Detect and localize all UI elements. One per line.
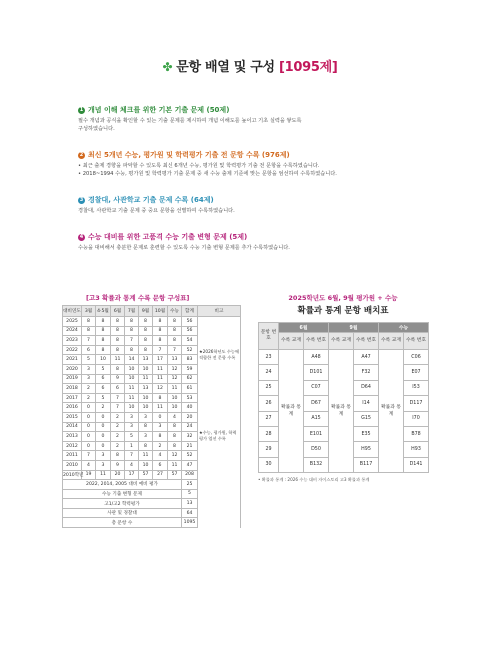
year-cell: 2025 — [63, 317, 82, 327]
count-cell: 8 — [82, 326, 96, 336]
clover-icon: ✤ — [162, 60, 173, 74]
problem-number: E35 — [354, 426, 379, 441]
count-cell: 0 — [82, 422, 96, 432]
count-cell: 0 — [82, 432, 96, 442]
title-count: [1095제] — [278, 60, 338, 75]
count-cell: 8 — [125, 317, 139, 327]
book-cell: 확률과 통계 — [279, 350, 304, 473]
right-table-footnote: • 확률과 통계 : 2026 수능 대비 자이스토리 고3 확률과 통계 — [258, 477, 370, 482]
placement-table — [258, 322, 429, 473]
count-cell: 4 — [82, 460, 96, 470]
problem-number: I14 — [354, 396, 379, 411]
problem-number: I70 — [404, 411, 429, 426]
count-cell: 2 — [82, 384, 96, 394]
section-4 — [78, 232, 428, 252]
count-cell: 10 — [168, 393, 182, 403]
section-2 — [78, 150, 428, 178]
count-cell: 40 — [182, 403, 198, 413]
count-cell: 13 — [139, 355, 153, 365]
count-cell: 8 — [139, 317, 153, 327]
count-cell: 5 — [96, 364, 111, 374]
count-cell: 8 — [153, 317, 168, 327]
count-cell: 53 — [182, 393, 198, 403]
count-cell: 57 — [139, 470, 153, 480]
question-number: 30 — [259, 457, 279, 472]
count-cell: 5 — [82, 355, 96, 365]
count-cell: 7 — [125, 451, 139, 461]
note-cell: ★수능, 평가원, 학력평가 엄선 수록 — [198, 393, 241, 479]
header-question-number: 문항 번호 — [259, 323, 279, 350]
group-june: 6월 — [279, 323, 329, 333]
year-cell: 2019 — [63, 374, 82, 384]
count-cell: 3 — [125, 422, 139, 432]
count-cell: 11 — [153, 364, 168, 374]
book-cell: 확률과 통계 — [379, 350, 404, 473]
blank-cell — [198, 480, 241, 490]
question-number: 26 — [259, 396, 279, 411]
count-cell: 11 — [139, 451, 153, 461]
count-cell: 47 — [182, 460, 198, 470]
section-text: 구성하였습니다. — [78, 126, 115, 132]
count-cell: 52 — [182, 451, 198, 461]
count-cell: 2 — [111, 432, 125, 442]
section-text: • 최근 출제 경향을 파악할 수 있도록 최신 6개년 수능, 평가원 및 학력평가 기출 전 문항을 수록하였습니다. — [78, 163, 320, 169]
problem-number: A15 — [304, 411, 329, 426]
summary-label: 수능 기출 변형 문제 — [63, 489, 182, 499]
count-cell: 0 — [96, 432, 111, 442]
count-cell: 19 — [82, 470, 96, 480]
section-heading: 수능 대비를 위한 고품격 수능 기출 변형 문제 (5제) — [88, 233, 248, 241]
count-cell: 24 — [182, 422, 198, 432]
count-cell: 21 — [182, 441, 198, 451]
count-cell: 6 — [153, 460, 168, 470]
header-cell: 비고 — [198, 306, 241, 317]
count-cell: 3 — [139, 432, 153, 442]
count-cell: 62 — [182, 374, 198, 384]
group-csat: 수능 — [379, 323, 429, 333]
section-1 — [78, 105, 428, 133]
year-cell: 2023 — [63, 336, 82, 346]
count-cell: 8 — [111, 326, 125, 336]
problem-number: D50 — [304, 442, 329, 457]
count-cell: 8 — [168, 441, 182, 451]
count-cell: 9 — [111, 460, 125, 470]
count-cell: 8 — [125, 326, 139, 336]
count-cell: 7 — [82, 336, 96, 346]
problem-number: G15 — [354, 411, 379, 426]
count-cell: 83 — [182, 355, 198, 365]
count-cell: 8 — [139, 345, 153, 355]
table-row — [259, 350, 429, 365]
count-cell: 8 — [139, 422, 153, 432]
count-cell: 11 — [111, 355, 125, 365]
count-cell: 7 — [111, 403, 125, 413]
count-cell: 8 — [153, 393, 168, 403]
count-cell: 14 — [125, 355, 139, 365]
question-number: 23 — [259, 350, 279, 365]
count-cell: 1 — [125, 441, 139, 451]
count-cell: 8 — [96, 317, 111, 327]
count-cell: 13 — [168, 355, 182, 365]
count-cell: 7 — [153, 345, 168, 355]
count-cell: 8 — [153, 432, 168, 442]
summary-row — [63, 489, 241, 499]
count-cell: 10 — [125, 403, 139, 413]
count-cell: 8 — [111, 336, 125, 346]
blank-cell — [198, 518, 241, 528]
count-cell: 54 — [182, 336, 198, 346]
count-cell: 10 — [139, 393, 153, 403]
composition-table — [62, 305, 241, 528]
summary-row — [63, 508, 241, 518]
header-cell: 대비연도 — [63, 306, 82, 317]
count-cell: 8 — [96, 345, 111, 355]
problem-number: D101 — [304, 365, 329, 380]
count-cell: 32 — [182, 432, 198, 442]
count-cell: 3 — [139, 412, 153, 422]
number-badge: 2 — [79, 152, 84, 158]
left-table-title: [고3 확률과 통계 수록 문항 구성표] — [86, 294, 190, 302]
count-cell: 8 — [139, 336, 153, 346]
count-cell: 3 — [125, 412, 139, 422]
page-title — [0, 56, 500, 75]
header-cell: 수능 — [168, 306, 182, 317]
question-number: 24 — [259, 365, 279, 380]
count-cell: 27 — [153, 470, 168, 480]
year-cell: 2020 — [63, 364, 82, 374]
count-cell: 2 — [82, 393, 96, 403]
problem-number: B132 — [304, 457, 329, 472]
count-cell: 3 — [82, 374, 96, 384]
header-cell: 7월 — [125, 306, 139, 317]
table-row — [63, 317, 241, 327]
count-cell: 11 — [168, 460, 182, 470]
count-cell: 10 — [139, 403, 153, 413]
summary-row — [63, 480, 241, 490]
count-cell: 12 — [168, 364, 182, 374]
summary-row — [63, 518, 241, 528]
problem-number: I53 — [404, 380, 429, 395]
count-cell: 11 — [153, 403, 168, 413]
problem-number: H93 — [404, 442, 429, 457]
question-number: 25 — [259, 380, 279, 395]
count-cell: 2 — [96, 403, 111, 413]
count-cell: 0 — [96, 441, 111, 451]
problem-number: D67 — [304, 396, 329, 411]
group-september: 9월 — [329, 323, 379, 333]
problem-number: F32 — [354, 365, 379, 380]
count-cell: 0 — [82, 403, 96, 413]
count-cell: 8 — [139, 441, 153, 451]
count-cell: 12 — [168, 374, 182, 384]
count-cell: 56 — [182, 317, 198, 327]
summary-label: 총 문항 수 — [63, 518, 182, 528]
section-heading: 최신 5개년 수능, 평가원 및 학력평가 기출 전 문항 수록 (976제) — [88, 151, 290, 159]
count-cell: 6 — [96, 374, 111, 384]
count-cell: 6 — [96, 384, 111, 394]
section-text: 경찰대, 사관학교 기출 문제 중 중요 문항을 선별하여 수록하였습니다. — [78, 208, 235, 214]
summary-value: 5 — [182, 489, 198, 499]
count-cell: 13 — [139, 384, 153, 394]
year-cell: 2012 — [63, 441, 82, 451]
count-cell: 7 — [82, 451, 96, 461]
summary-row — [63, 499, 241, 509]
problem-number: A47 — [354, 350, 379, 365]
count-cell: 4 — [125, 460, 139, 470]
count-cell: 3 — [82, 364, 96, 374]
problem-number: B117 — [354, 457, 379, 472]
section-text: 수능을 대비해서 충분한 문제로 훈련할 수 있도록 수능 기출 변형 문제를 추가 수록하였습니다. — [78, 245, 290, 251]
count-cell: 10 — [139, 460, 153, 470]
summary-label: 사관 및 경찰대 — [63, 508, 182, 518]
year-cell: 2010학년 — [63, 470, 82, 480]
sub-header: 수록 교재 — [279, 333, 304, 350]
count-cell: 8 — [111, 364, 125, 374]
sub-header: 수록 번호 — [354, 333, 379, 350]
count-cell: 6 — [111, 384, 125, 394]
count-cell: 3 — [153, 422, 168, 432]
summary-value: 25 — [182, 480, 198, 490]
count-cell: 2 — [111, 422, 125, 432]
count-cell: 61 — [182, 384, 198, 394]
count-cell: 10 — [96, 355, 111, 365]
header-cell: 10월 — [153, 306, 168, 317]
header-cell: 9월 — [139, 306, 153, 317]
count-cell: 17 — [153, 355, 168, 365]
book-cell: 확률과 통계 — [329, 350, 354, 473]
count-cell: 17 — [125, 470, 139, 480]
sub-header: 수록 번호 — [304, 333, 329, 350]
blank-cell — [198, 508, 241, 518]
blank-cell — [198, 499, 241, 509]
count-cell: 12 — [168, 451, 182, 461]
number-badge: 4 — [79, 234, 84, 240]
count-cell: 56 — [182, 326, 198, 336]
summary-value: 13 — [182, 499, 198, 509]
count-cell: 20 — [111, 470, 125, 480]
year-cell: 2016 — [63, 403, 82, 413]
count-cell: 11 — [96, 470, 111, 480]
count-cell: 2 — [111, 441, 125, 451]
count-cell: 11 — [125, 393, 139, 403]
count-cell: 8 — [111, 345, 125, 355]
summary-label: 2022, 2014, 2005 대비 예비 평가 — [63, 480, 182, 490]
count-cell: 8 — [153, 326, 168, 336]
table-header-row — [63, 306, 241, 317]
blank-cell — [198, 489, 241, 499]
count-cell: 4 — [153, 451, 168, 461]
section-text: • 2018~1994 수능, 평가원 및 학력평가 기출 문제 중 새 수능 출제 기준에 맞는 문항을 엄선하여 수록하였습니다. — [78, 171, 337, 177]
year-cell: 2018 — [63, 384, 82, 394]
count-cell: 0 — [153, 412, 168, 422]
count-cell: 8 — [168, 326, 182, 336]
problem-number: E07 — [404, 365, 429, 380]
year-cell: 2024 — [63, 326, 82, 336]
section-heading: 경찰대, 사관학교 기출 문제 수록 (64제) — [88, 196, 214, 204]
count-cell: 57 — [168, 470, 182, 480]
problem-number: C07 — [304, 380, 329, 395]
sub-header: 수록 교재 — [379, 333, 404, 350]
count-cell: 8 — [96, 326, 111, 336]
count-cell: 8 — [139, 326, 153, 336]
count-cell: 0 — [96, 412, 111, 422]
year-cell: 2013 — [63, 432, 82, 442]
count-cell: 3 — [96, 460, 111, 470]
section-3 — [78, 195, 428, 215]
year-cell: 2021 — [63, 355, 82, 365]
header-cell: 4·5월 — [96, 306, 111, 317]
count-cell: 208 — [182, 470, 198, 480]
count-cell: 5 — [125, 432, 139, 442]
count-cell: 11 — [168, 384, 182, 394]
count-cell: 0 — [96, 422, 111, 432]
count-cell: 2 — [153, 441, 168, 451]
note-cell: ★2026학년도 수능에 적합한 전 문항 수록 — [198, 317, 241, 394]
right-table-title: 확률과 통계 문항 배치표 — [297, 306, 389, 316]
count-cell: 0 — [82, 441, 96, 451]
count-cell: 2 — [111, 412, 125, 422]
count-cell: 8 — [168, 422, 182, 432]
title-main: 문항 배열 및 구성 — [176, 60, 275, 75]
count-cell: 11 — [125, 384, 139, 394]
count-cell: 8 — [82, 317, 96, 327]
count-cell: 8 — [153, 336, 168, 346]
sub-header: 수록 교재 — [329, 333, 354, 350]
problem-number: C06 — [404, 350, 429, 365]
count-cell: 10 — [125, 374, 139, 384]
year-cell: 2014 — [63, 422, 82, 432]
summary-value: 64 — [182, 508, 198, 518]
count-cell: 9 — [111, 374, 125, 384]
count-cell: 8 — [96, 336, 111, 346]
year-cell: 2015 — [63, 412, 82, 422]
year-cell: 2022 — [63, 345, 82, 355]
problem-number: D141 — [404, 457, 429, 472]
problem-number: D117 — [404, 396, 429, 411]
header-cell: 6월 — [111, 306, 125, 317]
count-cell: 8 — [111, 451, 125, 461]
section-text: 필수 개념과 공식을 확인할 수 있는 기출 문제를 제시하여 개념 이해도를 높이고 기초 실력을 쌓도록 — [78, 118, 302, 124]
problem-number: E101 — [304, 426, 329, 441]
count-cell: 10 — [168, 403, 182, 413]
count-cell: 11 — [139, 374, 153, 384]
count-cell: 7 — [111, 393, 125, 403]
question-number: 28 — [259, 426, 279, 441]
year-cell: 2010 — [63, 460, 82, 470]
question-number: 27 — [259, 411, 279, 426]
count-cell: 8 — [111, 317, 125, 327]
count-cell: 8 — [125, 345, 139, 355]
count-cell: 8 — [168, 336, 182, 346]
problem-number: H95 — [354, 442, 379, 457]
count-cell: 52 — [182, 345, 198, 355]
count-cell: 7 — [125, 336, 139, 346]
section-heading: 개념 이해 체크를 위한 기본 기출 문제 (50제) — [88, 106, 230, 114]
problem-number: B78 — [404, 426, 429, 441]
count-cell: 7 — [168, 345, 182, 355]
count-cell: 4 — [168, 412, 182, 422]
table-row — [63, 393, 241, 403]
summary-label: 고1/고2 학력평가 — [63, 499, 182, 509]
count-cell: 6 — [82, 345, 96, 355]
header-cell: 3월 — [82, 306, 96, 317]
count-cell: 20 — [182, 412, 198, 422]
count-cell: 10 — [139, 364, 153, 374]
year-cell: 2017 — [63, 393, 82, 403]
count-cell: 59 — [182, 364, 198, 374]
question-number: 29 — [259, 442, 279, 457]
count-cell: 0 — [82, 412, 96, 422]
count-cell: 12 — [153, 384, 168, 394]
count-cell: 3 — [96, 451, 111, 461]
count-cell: 8 — [168, 317, 182, 327]
problem-number: D64 — [354, 380, 379, 395]
number-badge: 1 — [79, 107, 84, 113]
sub-header: 수록 번호 — [404, 333, 429, 350]
header-cell: 합계 — [182, 306, 198, 317]
count-cell: 5 — [96, 393, 111, 403]
count-cell: 8 — [168, 432, 182, 442]
number-badge: 3 — [79, 197, 84, 203]
count-cell: 11 — [153, 374, 168, 384]
summary-value: 1095 — [182, 518, 198, 528]
problem-number: A48 — [304, 350, 329, 365]
right-table-subtitle: 2025학년도 6월, 9월 평가원 + 수능 — [288, 294, 398, 302]
count-cell: 10 — [125, 364, 139, 374]
year-cell: 2011 — [63, 451, 82, 461]
